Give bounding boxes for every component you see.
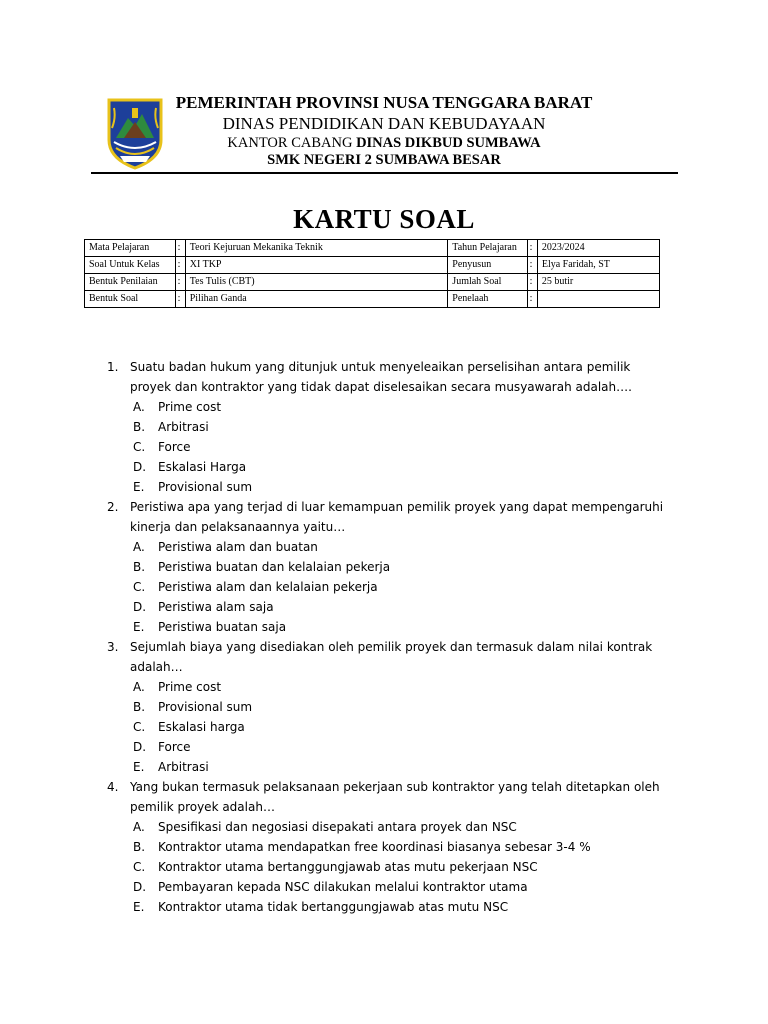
info-label: Soal Untuk Kelas — [85, 257, 176, 274]
option-letter: C. — [133, 580, 146, 594]
answer-option — [0, 757, 768, 777]
info-label: Penelaah — [448, 291, 527, 308]
option-letter: E. — [133, 760, 145, 774]
info-value: Tes Tulis (CBT) — [185, 274, 448, 291]
page-title: KARTU SOAL — [293, 204, 475, 234]
option-text: Prime cost — [158, 680, 222, 694]
option-text: Spesifikasi dan negosiasi disepakati antara proyek dan NSC — [158, 820, 517, 834]
info-value — [537, 291, 659, 308]
question-number: 3. — [107, 640, 119, 654]
info-table — [84, 239, 660, 308]
option-letter: B. — [133, 420, 146, 434]
answer-option — [0, 477, 768, 497]
option-text: Peristiwa alam dan buatan — [158, 540, 318, 554]
option-text: Eskalasi harga — [158, 720, 245, 734]
info-row — [85, 257, 660, 274]
option-text: Eskalasi Harga — [158, 460, 247, 474]
option-letter: A. — [133, 540, 145, 554]
answer-option — [0, 877, 768, 897]
option-text: Kontraktor utama bertanggungjawab atas mutu pekerjaan NSC — [158, 860, 538, 874]
answer-option — [0, 697, 768, 717]
option-letter: B. — [133, 700, 146, 714]
header-divider — [91, 172, 678, 174]
header-line-2: DINAS PENDIDIKAN DAN KEBUDAYAAN — [222, 114, 546, 133]
option-text: Pembayaran kepada NSC dilakukan melalui kontraktor utama — [158, 880, 528, 894]
answer-option — [0, 417, 768, 437]
info-value: XI TKP — [185, 257, 448, 274]
info-separator: : — [527, 274, 537, 291]
option-text: Peristiwa alam saja — [158, 600, 274, 614]
info-row — [85, 274, 660, 291]
info-separator: : — [175, 257, 185, 274]
question-text: Suatu badan hukum yang ditunjuk untuk menyeleaikan perselisihan antara pemilik proyek dan kontraktor yang tidak dapat diselesaikan secara musyawarah adalah…. — [130, 360, 632, 394]
option-letter: C. — [133, 440, 146, 454]
answer-option — [0, 537, 768, 557]
info-separator: : — [527, 291, 537, 308]
info-label: Bentuk Soal — [85, 291, 176, 308]
answer-option — [0, 837, 768, 857]
option-text: Force — [158, 440, 191, 454]
answer-option — [0, 717, 768, 737]
info-row — [85, 291, 660, 308]
header-line-3 — [0, 135, 768, 152]
option-letter: E. — [133, 480, 145, 494]
answer-option — [0, 437, 768, 457]
answer-option — [0, 597, 768, 617]
answer-option — [0, 397, 768, 417]
info-separator: : — [175, 274, 185, 291]
header-line-4: SMK NEGERI 2 SUMBAWA BESAR — [267, 152, 501, 168]
option-letter: C. — [133, 720, 146, 734]
answer-option — [0, 617, 768, 637]
option-letter: A. — [133, 680, 145, 694]
option-letter: B. — [133, 560, 146, 574]
info-separator: : — [527, 257, 537, 274]
header-line-1: PEMERINTAH PROVINSI NUSA TENGGARA BARAT — [175, 93, 593, 112]
question-item — [0, 357, 670, 397]
option-text: Peristiwa buatan dan kelalaian pekerja — [158, 560, 391, 574]
question-item — [0, 497, 670, 537]
answer-option — [0, 817, 768, 837]
option-letter: E. — [133, 620, 145, 634]
option-letter: D. — [133, 740, 147, 754]
header-line-3-bold: DINAS DIKBUD SUMBAWA — [356, 135, 541, 151]
option-text: Prime cost — [158, 400, 222, 414]
info-label: Tahun Pelajaran — [448, 240, 527, 257]
option-letter: D. — [133, 880, 147, 894]
question-text: Sejumlah biaya yang disediakan oleh pemilik proyek dan termasuk dalam nilai kontrak adalah… — [130, 640, 653, 674]
option-text: Arbitrasi — [158, 760, 209, 774]
info-row — [85, 240, 660, 257]
option-letter: D. — [133, 460, 147, 474]
option-letter: E. — [133, 900, 145, 914]
option-text: Arbitrasi — [158, 420, 209, 434]
info-value: Elya Faridah, ST — [537, 257, 659, 274]
answer-option — [0, 457, 768, 477]
question-item — [0, 637, 670, 677]
answer-option — [0, 677, 768, 697]
answer-option — [0, 737, 768, 757]
info-separator: : — [175, 240, 185, 257]
info-label: Bentuk Penilaian — [85, 274, 176, 291]
option-letter: A. — [133, 400, 145, 414]
question-text: Peristiwa apa yang terjad di luar kemampuan pemilik proyek yang dapat mempengaruhi kinerja dan pelaksanaannya yaitu… — [130, 500, 664, 534]
option-letter: A. — [133, 820, 145, 834]
info-label: Mata Pelajaran — [85, 240, 176, 257]
header-line-3-normal: KANTOR CABANG — [227, 135, 357, 151]
answer-option — [0, 897, 768, 917]
option-text: Peristiwa alam dan kelalaian pekerja — [158, 580, 378, 594]
info-value: Teori Kejuruan Mekanika Teknik — [185, 240, 448, 257]
option-text: Kontraktor utama tidak bertanggungjawab atas mutu NSC — [158, 900, 509, 914]
option-text: Peristiwa buatan saja — [158, 620, 287, 634]
info-value: Pilihan Ganda — [185, 291, 448, 308]
answer-option — [0, 577, 768, 597]
info-value: 2023/2024 — [537, 240, 659, 257]
info-separator: : — [175, 291, 185, 308]
info-separator: : — [527, 240, 537, 257]
question-text: Yang bukan termasuk pelaksanaan pekerjaan sub kontraktor yang telah ditetapkan oleh pemilik proyek adalah… — [130, 780, 660, 814]
info-label: Jumlah Soal — [448, 274, 527, 291]
answer-option — [0, 557, 768, 577]
option-letter: C. — [133, 860, 146, 874]
answer-option — [0, 857, 768, 877]
info-value: 25 butir — [537, 274, 659, 291]
info-label: Penyusun — [448, 257, 527, 274]
option-text: Force — [158, 740, 191, 754]
question-number: 4. — [107, 780, 119, 794]
option-letter: D. — [133, 600, 147, 614]
option-letter: B. — [133, 840, 146, 854]
question-item — [0, 777, 670, 817]
question-number: 1. — [107, 360, 119, 374]
option-text: Kontraktor utama mendapatkan free koordinasi biasanya sebesar 3-4 % — [158, 840, 591, 854]
question-list — [0, 357, 768, 917]
question-number: 2. — [107, 500, 119, 514]
option-text: Provisional sum — [158, 480, 253, 494]
option-text: Provisional sum — [158, 700, 253, 714]
